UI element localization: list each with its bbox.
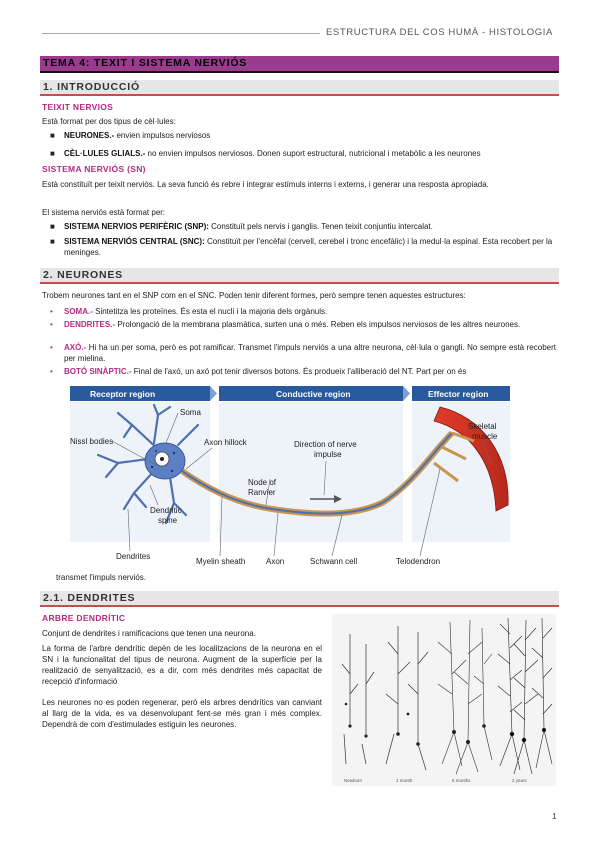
caption-2-years: 2 years: [512, 778, 527, 783]
paragraph: La forma de l'arbre dendrític depèn de les localitzacions de la neurona en el SN i la funcionalitat del tipus de neurona. Augment de la superfície per la realització de senyalització, es a dir, com més dendrites més capacitat de recepció d'informació: [42, 644, 322, 686]
paragraph: El sistema nerviós està format per:: [42, 208, 166, 217]
list-item: • SOMA.- Sintetitza les proteïnes. És esta el nucli i la majoria dels orgànuls.: [50, 307, 328, 316]
bullet-icon: •: [50, 343, 53, 352]
section-heading-neurones: 2. NEURONES: [40, 268, 559, 284]
bullet-icon: ■: [50, 222, 55, 231]
section-heading-dendrites: 2.1. DENDRITES: [40, 591, 559, 607]
caption-6-months: 6 months: [452, 778, 471, 783]
label-direction: Direction of nerve: [294, 440, 357, 449]
bullet-icon: •: [50, 367, 53, 376]
label-skeletal2: muscle: [472, 432, 498, 441]
list-item: • BOTÓ SINÀPTIC.- Final de l'axó, un axó pot tenir diversos botons. És produeix l'alliberació del NT. Part per on és: [50, 367, 467, 376]
region-label: Conductive region: [276, 389, 351, 399]
bullet-icon: ■: [50, 237, 55, 246]
list-item: ■ SISTEMA NERVIOS PERIFÈRIC (SNP): Constituït pels nervis i ganglis. Tenen teixit conjuntiu intercalat.: [50, 222, 433, 231]
running-header: ESTRUCTURA DEL COS HUMÀ - HISTOLOGIA: [326, 27, 553, 38]
neuron-diagram: [62, 385, 514, 571]
paragraph-continuation: transmet l'impuls nerviós.: [56, 573, 146, 582]
caption-newborn: Newborn: [344, 778, 363, 783]
label-node: Node of: [248, 478, 277, 487]
label-direction2: impulse: [314, 450, 342, 459]
paragraph: Conjunt de dendrites i ramificacions que tenen una neurona.: [42, 629, 256, 638]
label-spine: Dendritic: [150, 506, 182, 515]
region-label: Receptor region: [90, 389, 156, 399]
label-telodendron: Telodendron: [396, 557, 441, 566]
label-hillock: Axon hillock: [204, 438, 247, 447]
subheading-teixit: TEIXIT NERVIOS: [42, 102, 114, 112]
page-number: 1: [552, 812, 557, 821]
caption-1-month: 1 month: [396, 778, 413, 783]
label-node2: Ranvier: [248, 488, 276, 497]
label-schwann: Schwann cell: [310, 557, 358, 566]
section-heading-introduccio: 1. INTRODUCCIÓ: [40, 80, 559, 96]
paragraph: Està format per dos tipus de cèl·lules:: [42, 117, 176, 126]
paragraph: Trobem neurones tant en el SNP com en el SNC. Poden tenir diferent formes, però sempre tenen aquestes estructures:: [42, 291, 466, 300]
page-title: TEMA 4: TEXIT I SISTEMA NERVIÓS: [40, 56, 559, 73]
list-item: ■ CÈL·LULES GLIALS.- no envien impulsos nerviosos. Donen suport estructural, nutricional i metabòlic a les neurones: [50, 149, 481, 158]
list-item: ■ NEURONES.- envien impulsos nerviosos: [50, 131, 211, 140]
label-axon: Axon: [266, 557, 285, 566]
region-label: Effector region: [428, 389, 489, 399]
label-nissl: Nissl bodies: [70, 437, 114, 446]
list-item: • DENDRITES.- Prolongació de la membrana plasmàtica, surten una o més. Reben els impulsos nerviosos de les altres neurones.: [50, 320, 521, 329]
bullet-icon: •: [50, 307, 53, 316]
bullet-icon: •: [50, 320, 53, 329]
dendritic-development-image: [332, 614, 556, 786]
subheading-sn: SISTEMA NERVIÓS (SN): [42, 164, 146, 174]
subheading-arbre: ARBRE DENDRÍTIC: [42, 613, 126, 623]
bullet-icon: ■: [50, 149, 55, 158]
label-spine2: spine: [158, 516, 178, 525]
label-soma: Soma: [180, 408, 201, 417]
label-skeletal: Skeletal: [468, 422, 497, 431]
list-item: • AXÓ.- Hi ha un per soma, però es pot ramificar. Transmet l'impuls nerviós a una altre neurona, cèl·lula o gangli. No sempre està recobert per mielina.: [50, 343, 556, 363]
header-rule: [42, 33, 320, 34]
bullet-icon: ■: [50, 131, 55, 140]
paragraph: Està constituït per teixit nerviós. La seva funció és rebre i integrar estímuls interns i externs, i generar una resposta apropiada.: [42, 180, 489, 189]
label-myelin: Myelin sheath: [196, 557, 246, 566]
paragraph: Les neurones no es poden regenerar, però els arbres dendrítics van canviant al llarg de la vida, es va desenvolupant fent-se més gran i més complex. Dependrà de com d'estimulades estiguin les neurones.: [42, 698, 322, 729]
label-dendrites: Dendrites: [116, 552, 151, 561]
list-item: ■ SISTEMA NERVIÓS CENTRAL (SNC): Constituït per l'encèfal (cervell, cerebel i tronc encefàlic) i la medul·la espinal. Esta recobert per la meninges.: [50, 237, 553, 257]
